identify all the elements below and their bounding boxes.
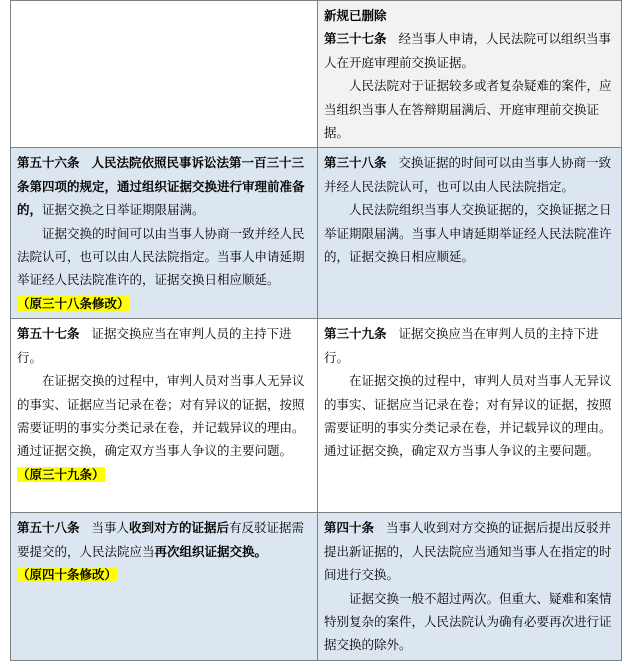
article-text: 第五十八条 当事人收到对方的证据后有反驳证据需要提交的，人民法院应当再次组织证据交换。: [17, 520, 304, 559]
old-rule-cell: [318, 148, 622, 319]
new-rule-cell: [11, 148, 318, 319]
old-rule-cell: [318, 319, 622, 513]
table-row: [11, 319, 622, 513]
article-number: 第三十九条: [324, 326, 387, 342]
article-number: 第三十七条: [324, 31, 387, 47]
article-number: 第三十八条: [324, 155, 387, 171]
article-paragraph: 在证据交换的过程中，审判人员对当事人无异议的事实、证据应当记录在卷；对有异议的证据，按照需要证明的事实分类记录在卷，并记载异议的理由。通过证据交换，确定双方当事人争议的主要问题。: [17, 373, 305, 459]
table-row: [11, 148, 622, 319]
article-text: 第三十九条 证据交换应当在审判人员的主持下进行。: [324, 326, 599, 365]
article-number: 第五十六条: [17, 155, 80, 171]
new-rule-cell: [11, 319, 318, 513]
old-rule-cell: [318, 1, 622, 148]
table-row: [11, 513, 622, 660]
article-paragraph: 人民法院对于证据较多或者复杂疑难的案件，应当组织当事人在答辩期届满后、开庭审理前交换证据。: [324, 78, 612, 141]
article-number: 第五十八条: [17, 520, 80, 536]
article-number: 第四十条: [324, 520, 375, 536]
article-text: 第四十条 当事人收到对方交换的证据后提出反驳并提出新证据的，人民法院应当通知当事人在指定的时间进行交换。: [324, 520, 612, 583]
article-paragraph: 在证据交换的过程中，审判人员对当事人无异议的事实、证据应当记录在卷；对有异议的证据，按照需要证明的事实分类记录在卷，并记载异议的理由。通过证据交换，确定双方当事人争议的主要问题。: [324, 373, 612, 459]
article-text: 第三十七条 经当事人申请，人民法院可以组织当事人在开庭审理前交换证据。: [324, 31, 611, 70]
article-text: 第五十七条 证据交换应当在审判人员的主持下进行。: [17, 326, 292, 365]
article-text: 第五十六条 人民法院依照民事诉讼法第一百三十三条第四项的规定，通过组织证据交换进行审理前准备的，证据交换之日举证期限届满。: [17, 155, 305, 218]
new-rule-cell-empty: [11, 1, 318, 148]
source-note: （原三十八条修改）: [17, 295, 130, 311]
new-rule-cell: [11, 513, 318, 660]
source-note: （原四十条修改）: [17, 567, 118, 583]
table-row: [11, 1, 622, 148]
old-rule-cell: [318, 513, 622, 660]
deleted-heading: 新规已删除: [324, 8, 387, 23]
article-text: 第三十八条 交换证据的时间可以由当事人协商一致并经人民法院认可，也可以由人民法院指定。: [324, 155, 611, 194]
source-note: （原三十九条）: [17, 466, 105, 482]
article-paragraph: 证据交换的时间可以由当事人协商一致并经人民法院认可，也可以由人民法院指定。当事人申请延期举证经人民法院准许的，证据交换日相应顺延。: [17, 225, 305, 288]
article-paragraph: 证据交换一般不超过两次。但重大、疑难和案情特别复杂的案件，人民法院认为确有必要再次进行证据交换的除外。: [324, 590, 612, 653]
article-number: 第五十七条: [17, 326, 80, 342]
article-paragraph: 人民法院组织当事人交换证据的，交换证据之日举证期限届满。当事人申请延期举证经人民法院准许的，证据交换日相应顺延。: [324, 202, 612, 265]
comparison-table: [10, 0, 622, 661]
